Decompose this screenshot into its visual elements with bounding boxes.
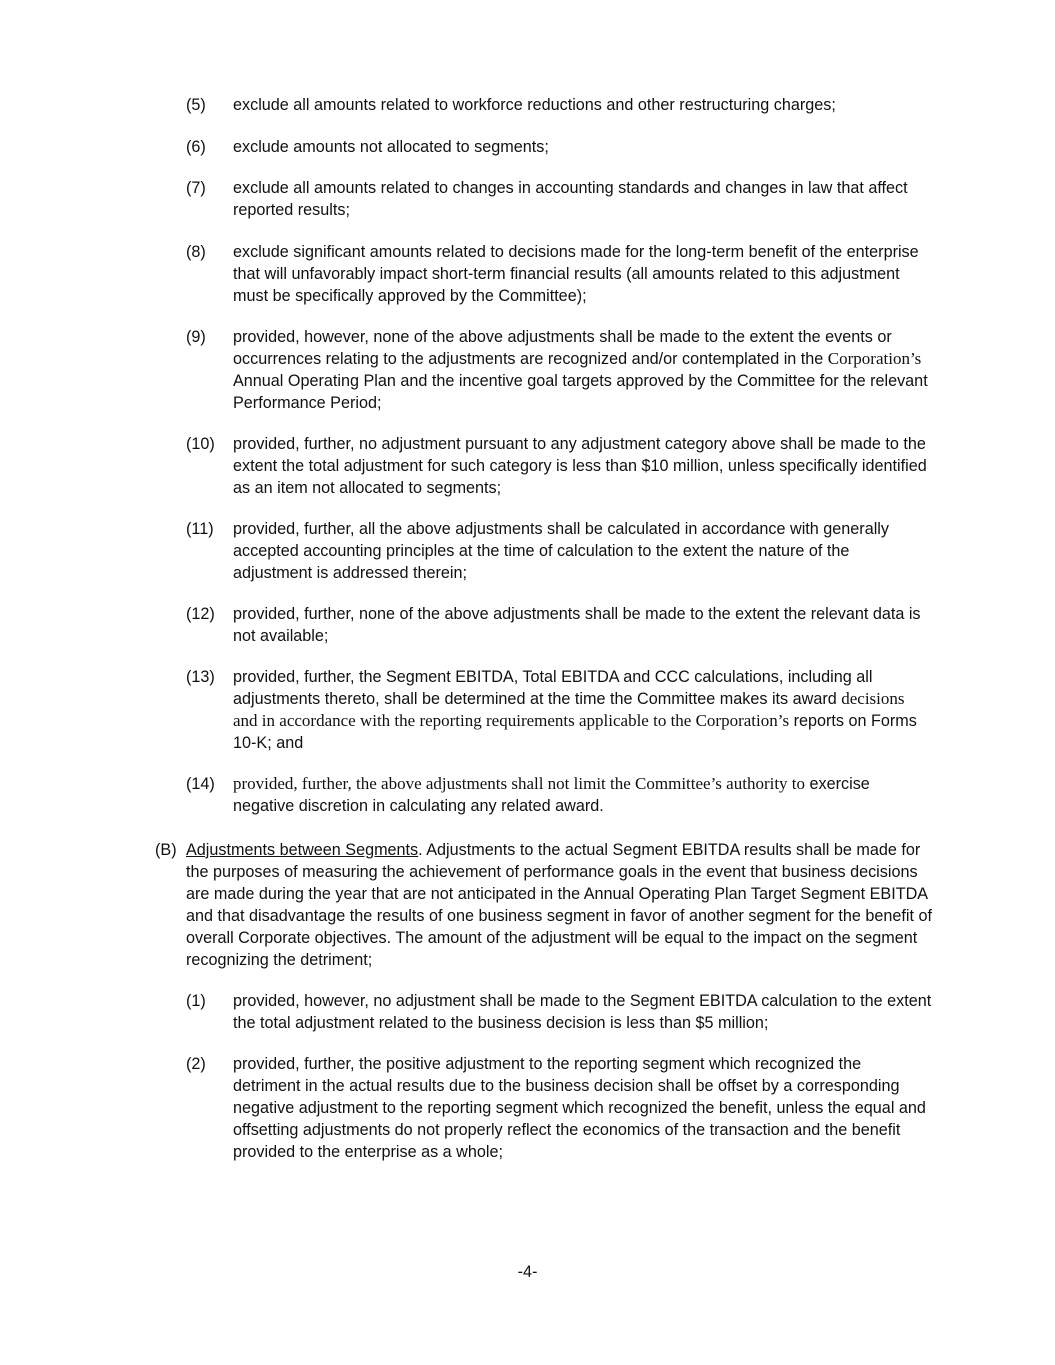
item-text-part-serif: Corporation’s xyxy=(827,349,922,368)
item-text xyxy=(233,666,933,754)
item-number: (6) xyxy=(186,138,206,156)
section-label: (B) xyxy=(155,841,177,859)
item-text-part: provided, further, the Segment EBITDA, Total EBITDA and CCC calculations, including all adjustments thereto, shall be determined at the time the Committee makes its award xyxy=(233,668,873,708)
section-body: . Adjustments to the actual Segment EBITDA results shall be made for the purposes of measuring the achievement of performance goals in the event that business decisions are made during the year that are not anticipated in the Annual Operating Plan Target Segment EBITDA and that disadvantage the results of one business segment in favor of another segment for the benefit of overall Corporate objectives. The amount of the adjustment will be equal to the impact on the segment recognizing the detriment; xyxy=(186,841,933,969)
item-text-part-serif: decisions and in accordance with the reporting requirements applicable to the Corporation’s xyxy=(233,689,905,730)
item-text xyxy=(233,773,933,817)
item-text: exclude significant amounts related to decisions made for the long-term benefit of the enterprise that will unfavorably impact short-term financial results (all amounts related to this adjustment must be specifically approved by the Committee); xyxy=(233,243,919,305)
item-text: provided, further, all the above adjustments shall be calculated in accordance with generally accepted accounting principles at the time of calculation to the extent the nature of the adjustment is addressed therein; xyxy=(233,520,889,582)
item-text: exclude amounts not allocated to segments; xyxy=(233,138,549,156)
item-text: provided, further, no adjustment pursuant to any adjustment category above shall be made to the extent the total adjustment for such category is less than $10 million, unless specifically identified as an item not allocated to segments; xyxy=(233,435,927,497)
item-number: (14) xyxy=(186,775,215,793)
item-text-part: exercise negative discretion in calculating any related award. xyxy=(233,775,870,815)
item-text: provided, further, the positive adjustment to the reporting segment which recognized the detriment in the actual results due to the business decision shall be offset by a corresponding negative adjustment to the reporting segment which recognized the benefit, unless the equal and offsetting adjustments do not properly reflect the economics of the transaction and the benefit provided to the enterprise as a whole; xyxy=(233,1055,926,1161)
item-number: (11) xyxy=(186,520,214,538)
item-number: (5) xyxy=(186,96,206,114)
item-text: provided, however, no adjustment shall be made to the Segment EBITDA calculation to the extent the total adjustment related to the business decision is less than $5 million; xyxy=(233,992,932,1032)
item-text: exclude all amounts related to workforce reductions and other restructuring charges; xyxy=(233,96,836,114)
section-text xyxy=(186,839,938,971)
item-text xyxy=(233,326,933,414)
item-number: (12) xyxy=(186,605,215,623)
item-text-part-serif: provided, further, the above adjustments shall not limit the Committee’s authority to xyxy=(233,774,806,793)
item-number: (1) xyxy=(186,992,206,1010)
section-heading: Adjustments between Segments xyxy=(186,841,419,859)
item-text-part: provided, however, none of the above adjustments shall be made to the extent the events or occurrences relating to the adjustments are recognized and/or contemplated in the xyxy=(233,328,892,368)
item-text-part: Annual Operating Plan and the incentive goal targets approved by the Committee for the relevant Performance Period; xyxy=(233,372,928,412)
page-number: -4- xyxy=(517,1263,538,1281)
item-text: provided, further, none of the above adjustments shall be made to the extent the relevant data is not available; xyxy=(233,605,921,645)
item-text: exclude all amounts related to changes in accounting standards and changes in law that affect reported results; xyxy=(233,179,908,219)
item-number: (2) xyxy=(186,1055,206,1073)
item-text-part: reports on Forms 10-K; and xyxy=(233,712,917,752)
item-number: (10) xyxy=(186,435,215,453)
item-number: (13) xyxy=(186,668,215,686)
item-number: (9) xyxy=(186,328,206,346)
item-number: (8) xyxy=(186,243,206,261)
item-number: (7) xyxy=(186,179,206,197)
